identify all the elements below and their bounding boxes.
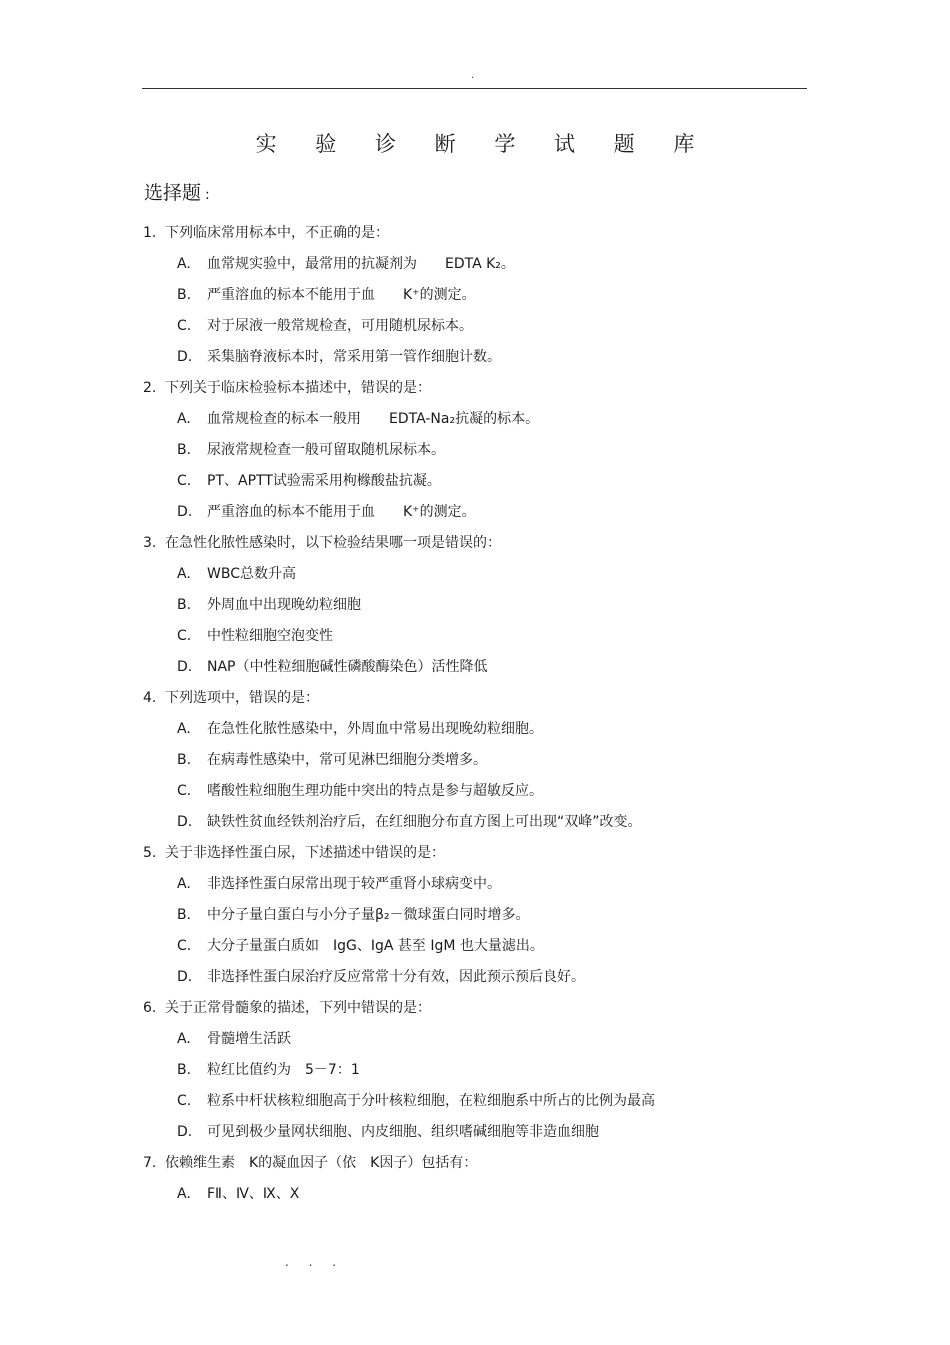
question-number: 5. [143,845,157,861]
option-text: 粒系中杆状核粒细胞高于分叶核粒细胞，在粒细胞系中所占的比例为最高 [207,1093,655,1109]
question-4 [143,685,823,840]
option-list [177,406,823,530]
option-item [177,282,823,313]
option-text: 可见到极少量网状细胞、内皮细胞、组织嗜碱细胞等非造血细胞 [207,1124,599,1140]
option-letter: A. [177,721,191,737]
option-letter: B. [177,752,192,768]
option-letter: A. [177,1031,191,1047]
header-rule [142,88,807,89]
question-5 [143,840,823,995]
option-item [177,468,823,499]
option-text: 大分子量蛋白质如 IgG、IgA 甚至 IgM 也大量滤出。 [207,938,544,954]
option-item [177,809,823,840]
option-item [177,1057,823,1088]
option-list [177,561,823,685]
question-stem-text: 依赖维生素 K的凝血因子（依 K因子）包括有： [165,1155,478,1171]
option-letter: B. [177,907,192,923]
option-letter: B. [177,1062,192,1078]
option-letter: C. [177,938,192,954]
option-text: WBC总数升高 [207,566,296,582]
option-letter: C. [177,1093,192,1109]
question-stem-text: 关于正常骨髓象的描述，下列中错误的是： [165,1000,431,1016]
option-text: 非选择性蛋白尿治疗反应常常十分有效，因此预示预后良好。 [207,969,585,985]
option-item [177,344,823,375]
question-number: 7. [143,1155,157,1171]
question-3 [143,530,823,685]
question-stem-text: 下列临床常用标本中，不正确的是： [165,225,389,241]
option-item [177,902,823,933]
option-list [177,871,823,995]
option-text: FⅡ、Ⅳ、Ⅸ、Ⅹ [207,1186,300,1202]
question-stem-text: 在急性化脓性感染时，以下检验结果哪一项是错误的： [165,535,501,551]
option-item [177,654,823,685]
option-letter: A. [177,411,191,427]
option-text: 外周血中出现晚幼粒细胞 [207,597,361,613]
footer-dots: . . . [285,1255,345,1269]
question-stem [143,685,823,716]
question-stem [143,220,823,251]
header-dot: . [471,70,475,81]
option-text: 血常规检查的标本一般用 EDTA-Na₂抗凝的标本。 [207,411,540,427]
question-number: 2. [143,380,157,396]
option-letter: D. [177,659,193,675]
question-7 [143,1150,823,1212]
section-heading-colon: : [205,187,210,203]
option-item [177,406,823,437]
option-letter: B. [177,287,192,303]
option-item [177,313,823,344]
question-6 [143,995,823,1150]
option-text: 中分子量白蛋白与小分子量β₂－微球蛋白同时增多。 [207,907,530,923]
option-item [177,747,823,778]
question-1 [143,220,823,375]
option-item [177,1181,823,1212]
section-heading [144,178,210,205]
option-item [177,1119,823,1150]
question-stem [143,995,823,1026]
question-number: 1. [143,225,157,241]
option-text: 严重溶血的标本不能用于血 K⁺的测定。 [207,287,476,303]
question-stem-text: 下列关于临床检验标本描述中，错误的是： [165,380,431,396]
option-item [177,716,823,747]
option-item [177,251,823,282]
option-item [177,1026,823,1057]
option-item [177,933,823,964]
option-text: PT、APTT试验需采用枸橼酸盐抗凝。 [207,473,441,489]
option-list [177,1181,823,1212]
option-letter: C. [177,318,192,334]
option-text: 严重溶血的标本不能用于血 K⁺的测定。 [207,504,476,520]
option-text: 中性粒细胞空泡变性 [207,628,333,644]
option-item [177,1088,823,1119]
option-letter: C. [177,628,192,644]
option-letter: C. [177,783,192,799]
option-text: NAP（中性粒细胞碱性磷酸酶染色）活性降低 [207,659,488,675]
question-number: 3. [143,535,157,551]
option-text: 嗜酸性粒细胞生理功能中突出的特点是参与超敏反应。 [207,783,543,799]
question-stem-text: 下列选项中，错误的是： [165,690,319,706]
section-heading-text: 选择题 [144,182,202,204]
option-letter: A. [177,566,191,582]
option-letter: B. [177,597,192,613]
option-item [177,561,823,592]
option-list [177,1026,823,1150]
option-text: 对于尿液一般常规检查，可用随机尿标本。 [207,318,473,334]
option-item [177,778,823,809]
option-text: 骨髓增生活跃 [207,1031,291,1047]
option-item [177,437,823,468]
option-text: 粒红比值约为 5－7：1 [207,1062,360,1078]
option-letter: C. [177,473,192,489]
question-stem-text: 关于非选择性蛋白尿，下述描述中错误的是： [165,845,445,861]
option-letter: D. [177,504,193,520]
question-stem [143,530,823,561]
question-number: 4. [143,690,157,706]
option-text: 血常规实验中，最常用的抗凝剂为 EDTA K₂。 [207,256,515,272]
option-text: 采集脑脊液标本时，常采用第一管作细胞计数。 [207,349,501,365]
option-list [177,716,823,840]
option-item [177,871,823,902]
option-text: 非选择性蛋白尿常出现于较严重肾小球病变中。 [207,876,501,892]
option-letter: D. [177,1124,193,1140]
option-letter: A. [177,1186,191,1202]
option-item [177,964,823,995]
question-list [143,220,823,1212]
question-stem [143,840,823,871]
option-text: 缺铁性贫血经铁剂治疗后，在红细胞分布直方图上可出现“双峰”改变。 [207,814,642,830]
option-letter: D. [177,814,193,830]
option-letter: D. [177,969,193,985]
option-text: 尿液常规检查一般可留取随机尿标本。 [207,442,445,458]
option-text: 在病毒性感染中，常可见淋巴细胞分类增多。 [207,752,487,768]
question-number: 6. [143,1000,157,1016]
document-title: 实 验 诊 断 学 试 题 库 [255,132,711,156]
question-stem [143,375,823,406]
option-item [177,592,823,623]
option-letter: A. [177,256,191,272]
option-letter: D. [177,349,193,365]
option-letter: B. [177,442,192,458]
option-item [177,499,823,530]
question-2 [143,375,823,530]
option-list [177,251,823,375]
option-letter: A. [177,876,191,892]
option-text: 在急性化脓性感染中，外周血中常易出现晚幼粒细胞。 [207,721,543,737]
option-item [177,623,823,654]
question-stem [143,1150,823,1181]
